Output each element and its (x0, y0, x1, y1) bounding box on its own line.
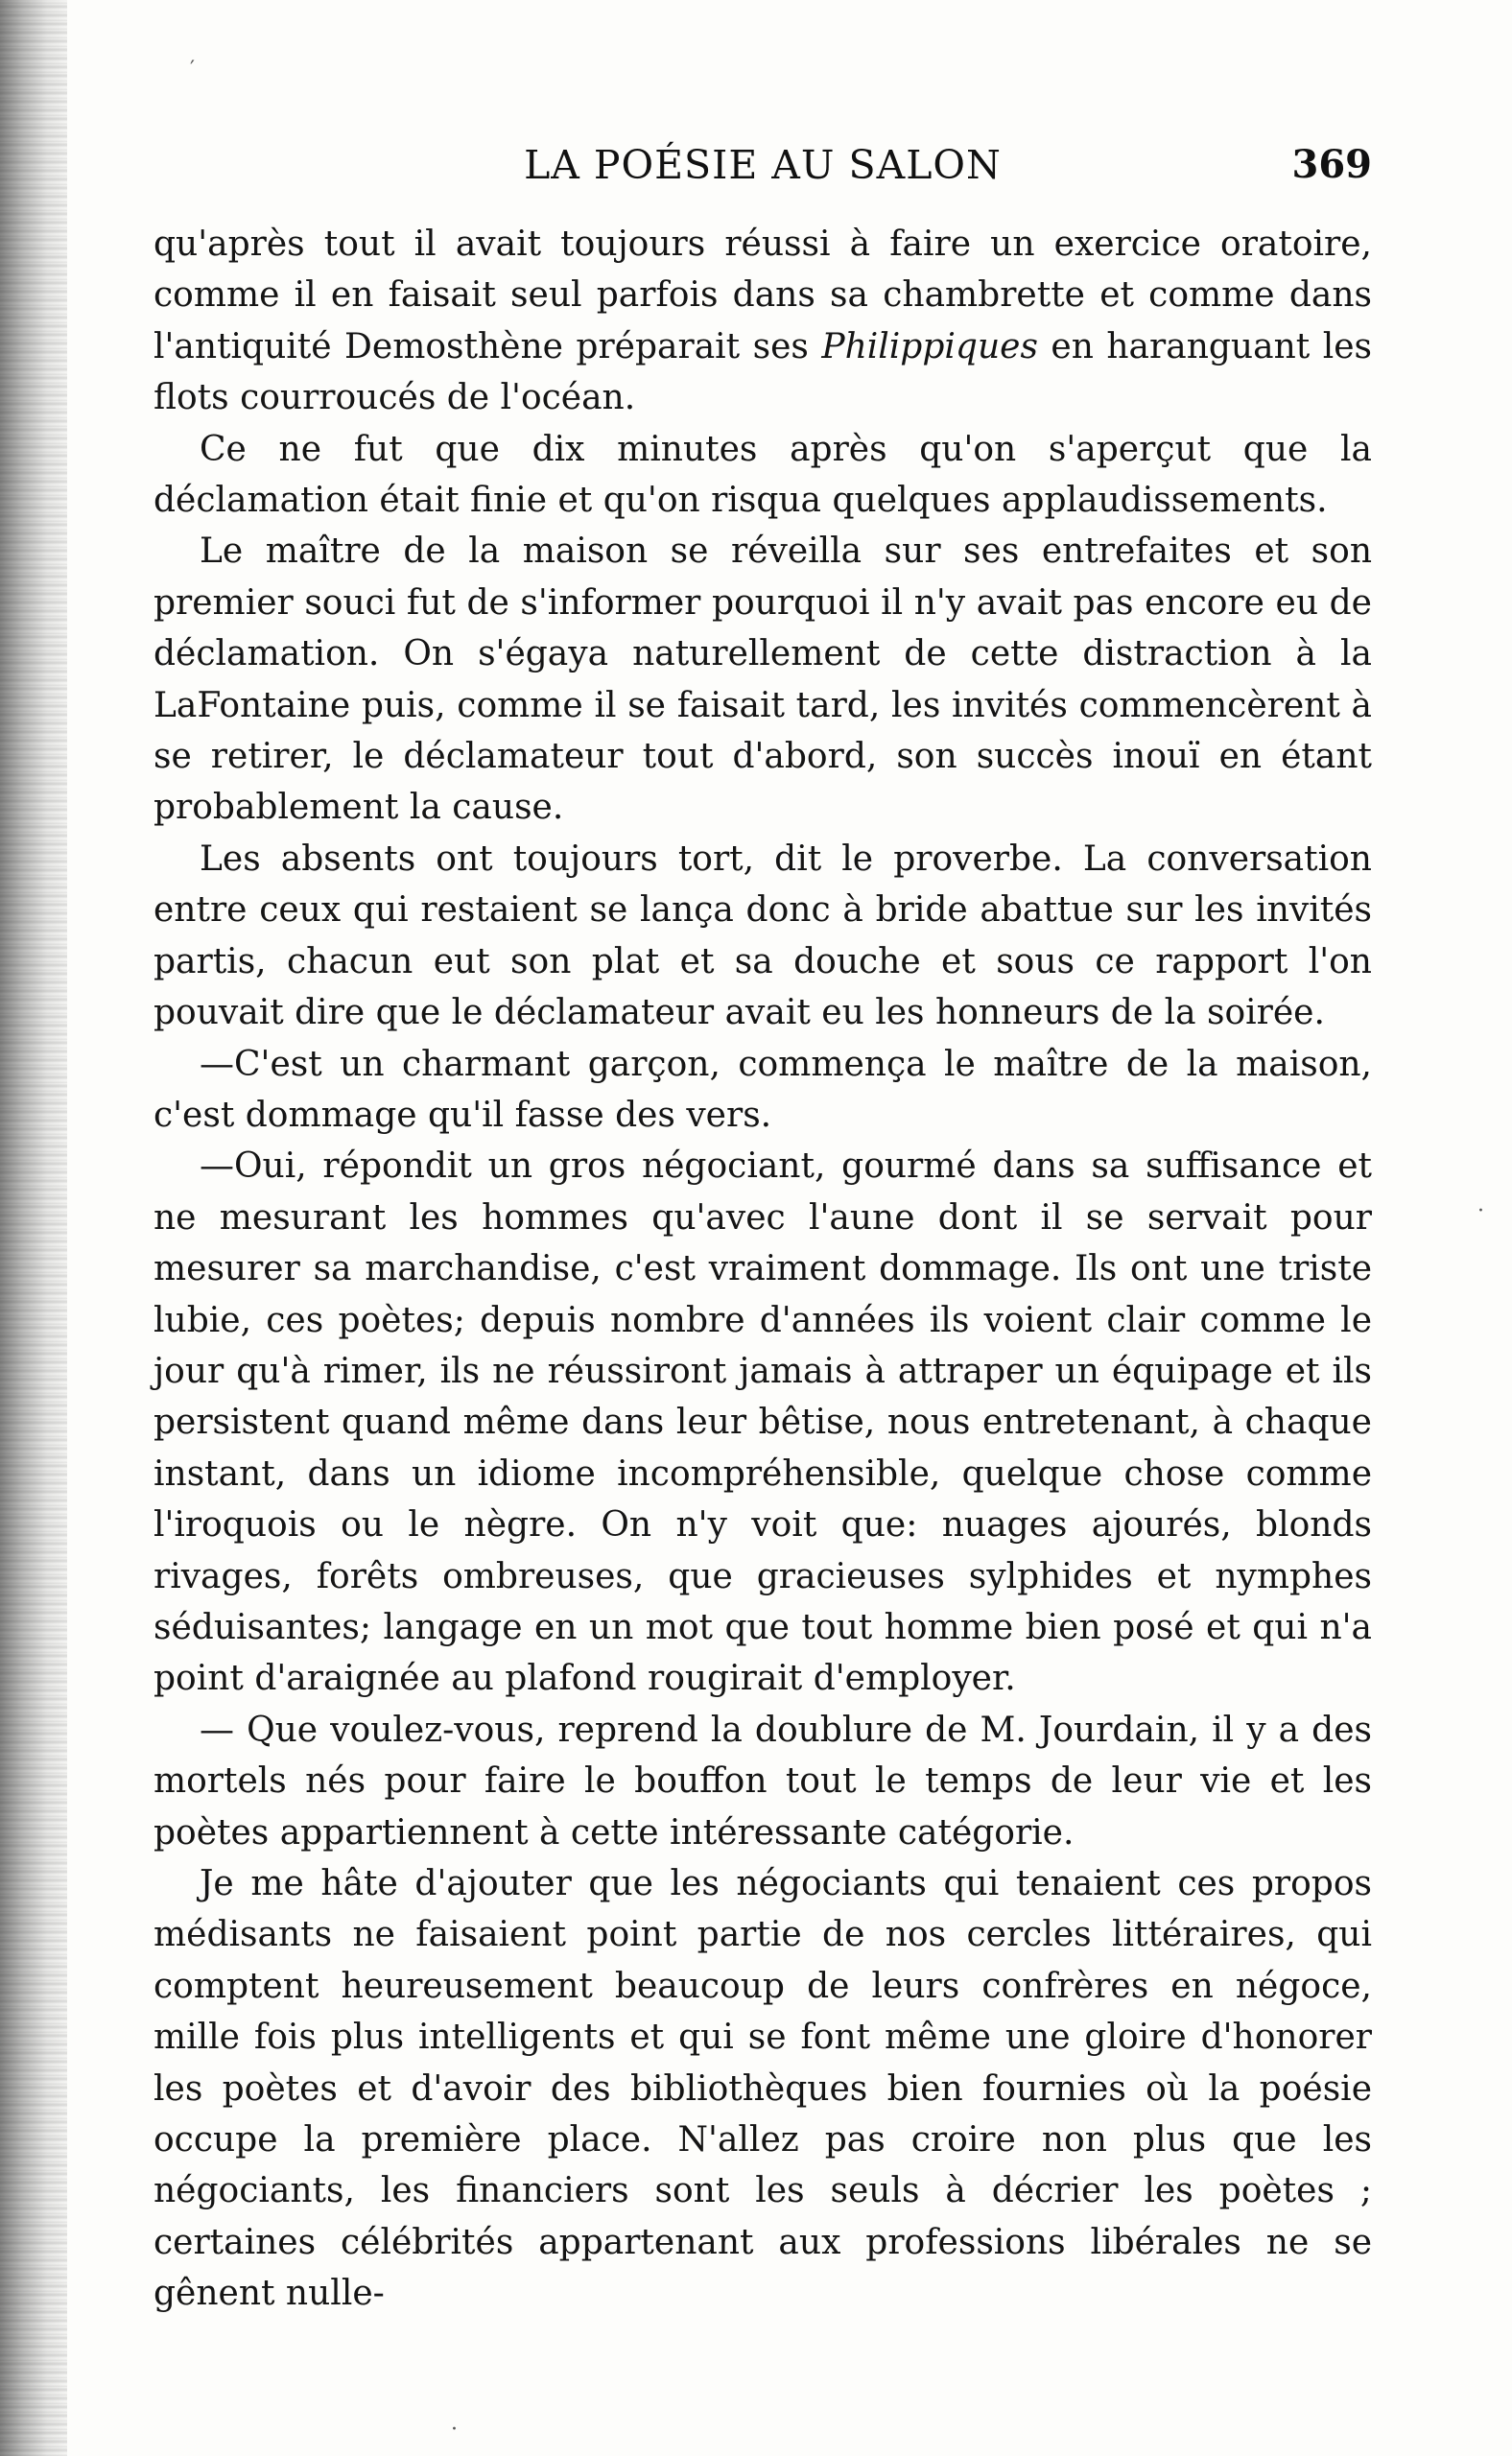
page-number: 369 (1291, 142, 1372, 187)
italic-title-text: Philippiques (821, 326, 1038, 366)
paragraph-text: qu'après tout il avait toujours réussi à faire un exercice oratoire, comme il en faisait seul parfois dans sa chambrette et comme dans l'antiquité Demosthène préparait ses (154, 224, 1372, 366)
paragraph-p6 (154, 1141, 1372, 1704)
paragraph-p2 (154, 424, 1372, 527)
paragraph-text: en haranguant les flots courroucés de l'océan. (154, 326, 1373, 418)
paragraph-text: —Oui, répondit un gros négociant, gourmé dans sa suffisance et ne mesurant les hommes qu'avec l'aune dont il se servait pour mesurer sa marchandise, c'est vraiment dommage. Ils ont une triste lubie, ces poètes; depuis nombre d'années ils voient clair comme le jour qu'à rimer, ils ne réussiront jamais à attraper un équipage et ils persistent quand même dans leur bêtise, nous entretenant, à chaque instant, dans un idiome incompréhensible, quelque chose comme l'iroquois ou le nègre. On n'y voit que: nuages ajourés, blonds rivages, forêts ombreuses, que gracieuses sylphides et nymphes séduisantes; langage en un mot que tout homme bien posé et qui n'a point d'araignée au plafond rougirait d'employer. (154, 1146, 1372, 1699)
body-text (154, 219, 1372, 2320)
scan-speck: · (1477, 1199, 1484, 1223)
paragraph-p8 (154, 1858, 1372, 2320)
scan-speck: ′ (190, 58, 195, 82)
paragraph-text: — Que voulez-vous, reprend la doublure de M. Jourdain, il y a des mortels nés pour faire le bouffon tout le temps de leur vie et les poètes appartiennent à cette intéressante catégorie. (154, 1710, 1372, 1853)
paragraph-text: Le maître de la maison se réveilla sur ses entrefaites et son premier souci fut de s'informer pourquoi il n'y avait pas encore eu de déclamation. On s'égaya naturellement de cette distraction à la LaFontaine puis, comme il se faisait tard, les invités commencèrent à se retirer, le déclamateur tout d'abord, son succès inouï en étant probablement la cause. (154, 531, 1372, 828)
binding-edge-shadow (0, 0, 67, 2456)
paragraph-text: Ce ne fut que dix minutes après qu'on s'aperçut que la déclamation était finie et qu'on risqua quelques applaudissements. (154, 429, 1372, 521)
paragraph-text: —C'est un charmant garçon, commença le maître de la maison, c'est dommage qu'il fasse des vers. (154, 1044, 1372, 1135)
paragraph-text: Je me hâte d'ajouter que les négociants qui tenaient ces propos médisants ne faisaient point partie de nos cercles littéraires, qui comptent heureusement beaucoup de leurs confrères en négoce, mille fois plus intelligents et qui se font même une gloire d'honorer les poètes et d'avoir des bibliothèques bien fournies où la poésie occupe la première place. N'allez pas croire non plus que les négociants, les financiers sont les seuls à décrier les poètes ; certaines célébrités appartenant aux professions libérales ne se gênent nulle- (154, 1864, 1372, 2314)
paragraph-p1 (154, 219, 1372, 424)
paragraph-p7 (154, 1705, 1372, 1858)
paragraph-p5 (154, 1039, 1372, 1142)
paragraph-p3 (154, 526, 1372, 833)
page-header (154, 142, 1372, 200)
paragraph-p4 (154, 834, 1372, 1039)
running-title: LA POÉSIE AU SALON (524, 142, 1002, 188)
paragraph-text: Les absents ont toujours tort, dit le proverbe. La conversation entre ceux qui restaient se lança donc à bride abattue sur les invités partis, chacun eut son plat et sa douche et sous ce rapport l'on pouvait dire que le déclamateur avait eu les honneurs de la soirée. (154, 838, 1372, 1033)
scan-speck: · (451, 2418, 458, 2442)
